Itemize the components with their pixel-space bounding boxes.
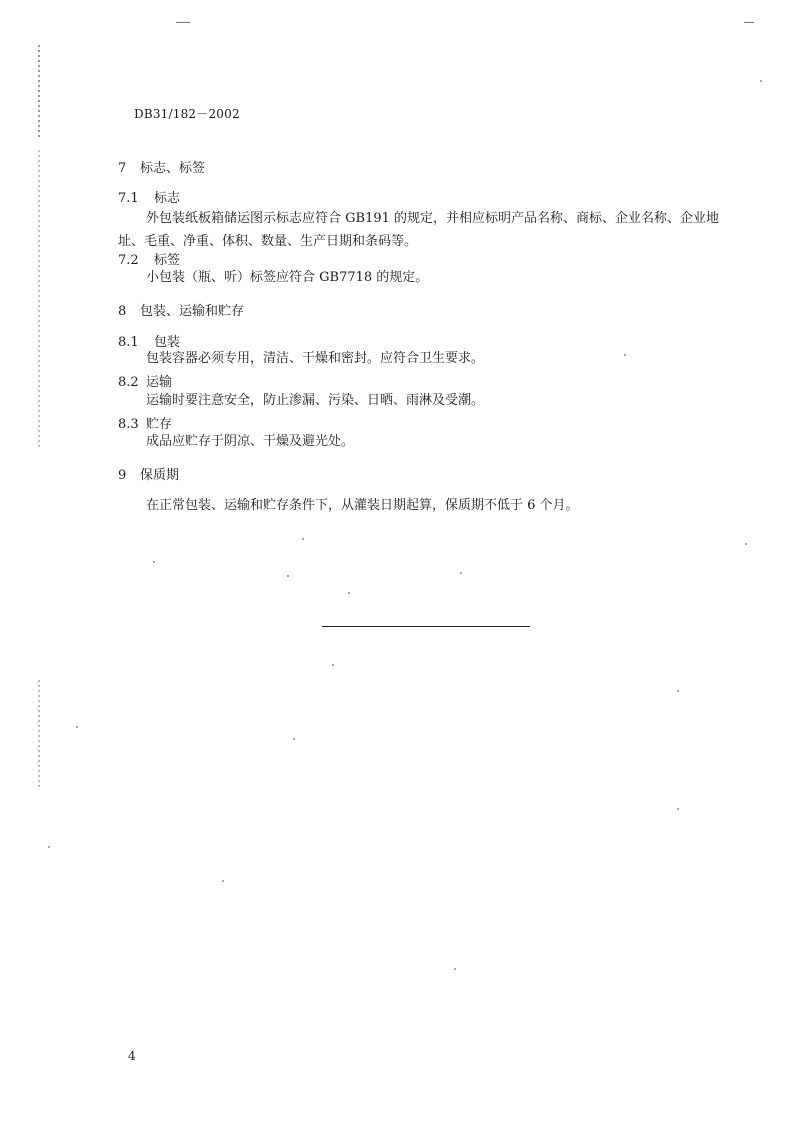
section-7-heading	[118, 157, 205, 176]
scan-speck	[302, 538, 304, 540]
page-number: 4	[128, 1049, 136, 1063]
section-title: 标签	[154, 253, 181, 268]
section-number: 7.2	[118, 253, 139, 268]
scan-speck	[153, 561, 155, 563]
section-8-1-text: 包装容器必须专用，清洁、干燥和密封。应符合卫生要求。	[146, 351, 485, 366]
scan-speck	[460, 572, 462, 574]
section-8-heading	[118, 300, 244, 319]
scan-speck	[332, 664, 334, 666]
section-8-2-text: 运输时要注意安全，防止渗漏、污染、日晒、雨淋及受潮。	[146, 393, 485, 408]
section-title: 标志	[154, 191, 181, 206]
section-number: 8.1	[118, 335, 139, 350]
section-9-text: 在正常包装、运输和贮存条件下，从灌装日期起算，保质期不低于 6 个月。	[146, 498, 579, 513]
scan-speck	[745, 543, 747, 545]
scan-edge-artifact	[38, 45, 40, 140]
section-number: 8.2	[118, 375, 139, 390]
section-number: 8	[118, 304, 127, 319]
section-number: 8.3	[118, 417, 139, 432]
section-title: 标志、标签	[140, 161, 206, 176]
scan-speck	[677, 808, 679, 810]
scan-speck	[76, 726, 78, 728]
section-9-heading	[118, 464, 179, 483]
section-7-1-heading	[118, 187, 180, 206]
section-title: 保质期	[140, 468, 180, 483]
document-code: DB31/182－2002	[134, 107, 240, 121]
section-8-3-text: 成品应贮存于阴凉、干燥及避光处。	[146, 434, 355, 449]
section-8-2-heading	[118, 371, 172, 390]
section-title: 运输	[146, 375, 173, 390]
end-of-document-rule	[322, 626, 530, 627]
scan-speck	[760, 80, 762, 82]
scan-edge-artifact	[38, 150, 40, 450]
scan-speck	[677, 690, 679, 692]
scan-speck	[48, 846, 50, 848]
scan-speck	[287, 575, 289, 577]
scan-corner-mark	[744, 22, 754, 23]
section-number: 7	[118, 161, 127, 176]
section-title: 贮存	[146, 417, 173, 432]
scan-speck	[293, 738, 295, 740]
section-title: 包装、运输和贮存	[140, 304, 245, 319]
scan-corner-mark	[176, 22, 190, 23]
section-title: 包装	[154, 335, 181, 350]
scan-speck	[348, 592, 350, 594]
scan-edge-artifact	[38, 680, 40, 790]
scan-speck	[454, 968, 456, 970]
section-number: 7.1	[118, 191, 139, 206]
section-number: 9	[118, 468, 127, 483]
scan-speck	[222, 880, 224, 882]
section-7-2-text: 小包装（瓶、听）标签应符合 GB7718 的规定。	[146, 270, 429, 285]
section-7-1-text: 外包装纸板箱储运图示标志应符合 GB191 的规定，并相应标明产品名称、商标、企业名称、企业地址、毛重、净重、体积、数量、生产日期和条码等。	[118, 211, 720, 249]
